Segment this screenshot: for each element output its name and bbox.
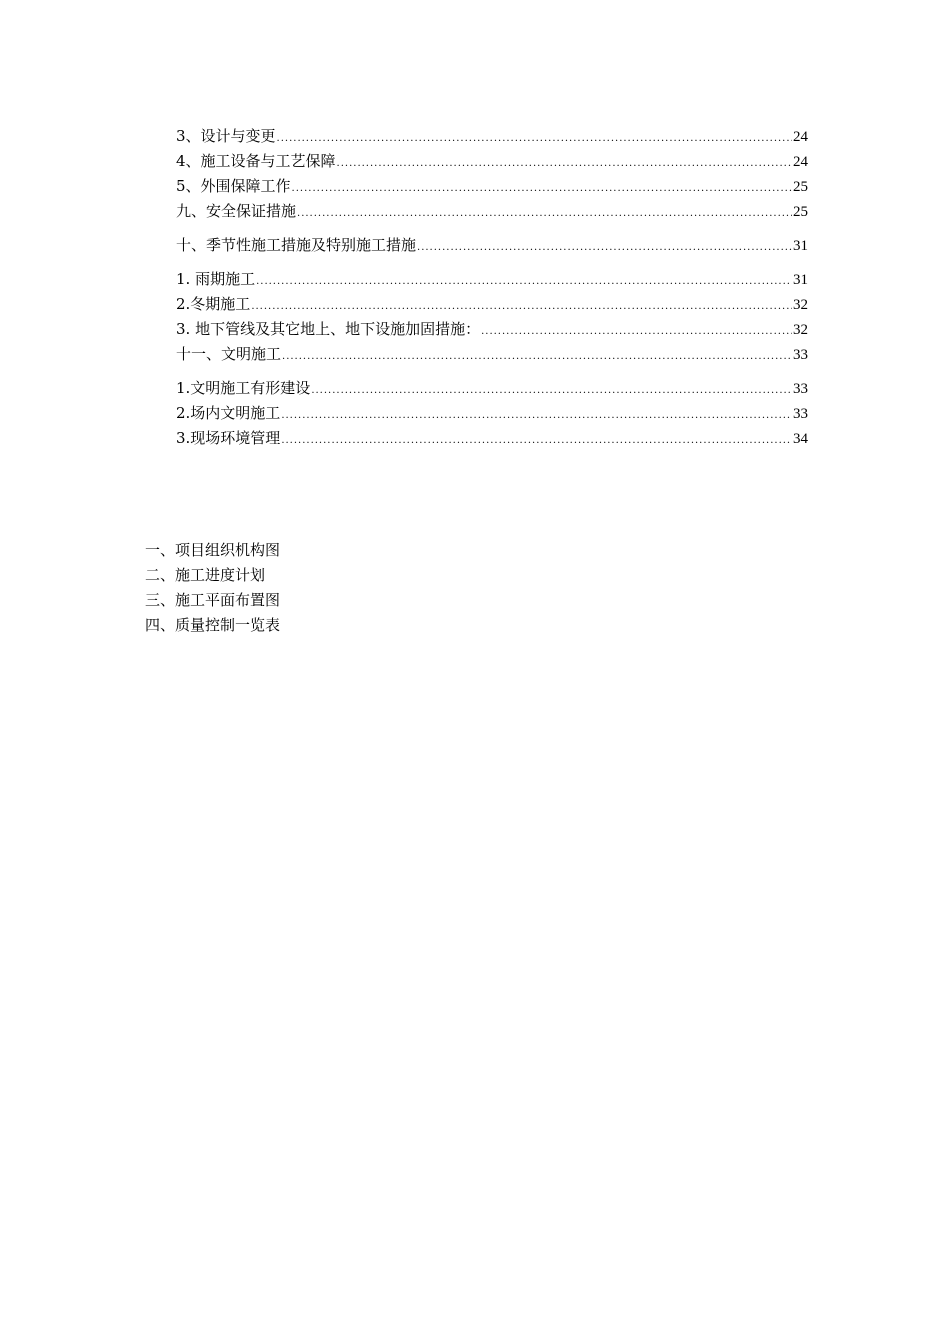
appendix-item-org-chart: 一、项目组织机构图 [145,541,281,559]
toc-page-number: 31 [793,238,808,254]
toc-entry-label: 十一、文明施工 [176,345,282,363]
toc-dot-leader [311,378,792,403]
toc-page-number: 34 [793,431,808,447]
toc-entry-winter-construction[interactable] [176,292,808,317]
toc-entry-label: 2.场内文明施工 [176,404,281,422]
toc-page-number: 25 [793,179,808,195]
toc-entry-pipeline-reinforcement[interactable] [176,317,808,342]
toc-page-number: 31 [793,272,808,288]
toc-dot-leader [417,235,792,260]
toc-entry-equipment-process[interactable] [176,149,808,174]
toc-entry-label: 3. 地下管线及其它地上、地下设施加固措施： [176,320,481,338]
appendix-list [145,538,280,638]
toc-entry-label: 十、季节性施工措施及特别施工措施 [176,236,417,254]
toc-dot-leader [337,151,792,176]
appendix-item-schedule: 二、施工进度计划 [145,566,266,584]
toc-dot-leader [297,201,792,226]
toc-entry-label: 1. 雨期施工 [176,270,256,288]
toc-dot-leader [292,176,792,201]
toc-entry-onsite-civilized[interactable] [176,401,808,426]
toc-page-number: 33 [793,381,808,397]
toc-dot-leader [256,269,792,294]
toc-page-number: 24 [793,129,808,145]
appendix-item-quality-control: 四、质量控制一览表 [145,616,281,634]
toc-entry-label: 5、外围保障工作 [176,177,291,195]
toc-page-number: 24 [793,154,808,170]
toc-entry-safety-measures[interactable] [176,199,808,224]
toc-entry-external-support[interactable] [176,174,808,199]
toc-dot-leader [251,294,792,319]
toc-entry-label: 4、施工设备与工艺保障 [176,152,336,170]
toc-page-number: 25 [793,204,808,220]
toc-dot-leader [481,319,792,344]
toc-page-number: 33 [793,406,808,422]
toc-entry-rainy-season[interactable] [176,267,808,292]
toc-page-number: 32 [793,297,808,313]
toc-dot-leader [281,428,792,453]
toc-page-number: 33 [793,347,808,363]
toc-dot-leader [281,403,792,428]
toc-entry-tangible-construction[interactable] [176,376,808,401]
toc-dot-leader [282,344,792,369]
toc-entry-label: 2.冬期施工 [176,295,251,313]
toc-entry-label: 3.现场环境管理 [176,429,281,447]
toc-entry-civilized-construction[interactable] [176,342,808,367]
table-of-contents [176,124,808,451]
toc-entry-label: 九、安全保证措施 [176,202,297,220]
toc-entry-label: 1.文明施工有形建设 [176,379,311,397]
toc-entry-design-changes[interactable] [176,124,808,149]
toc-page-number: 32 [793,322,808,338]
toc-dot-leader [277,126,792,151]
appendix-item-site-layout: 三、施工平面布置图 [145,591,281,609]
toc-entry-seasonal-measures[interactable] [176,233,808,258]
toc-entry-environment-management[interactable] [176,426,808,451]
toc-entry-label: 3、设计与变更 [176,127,276,145]
